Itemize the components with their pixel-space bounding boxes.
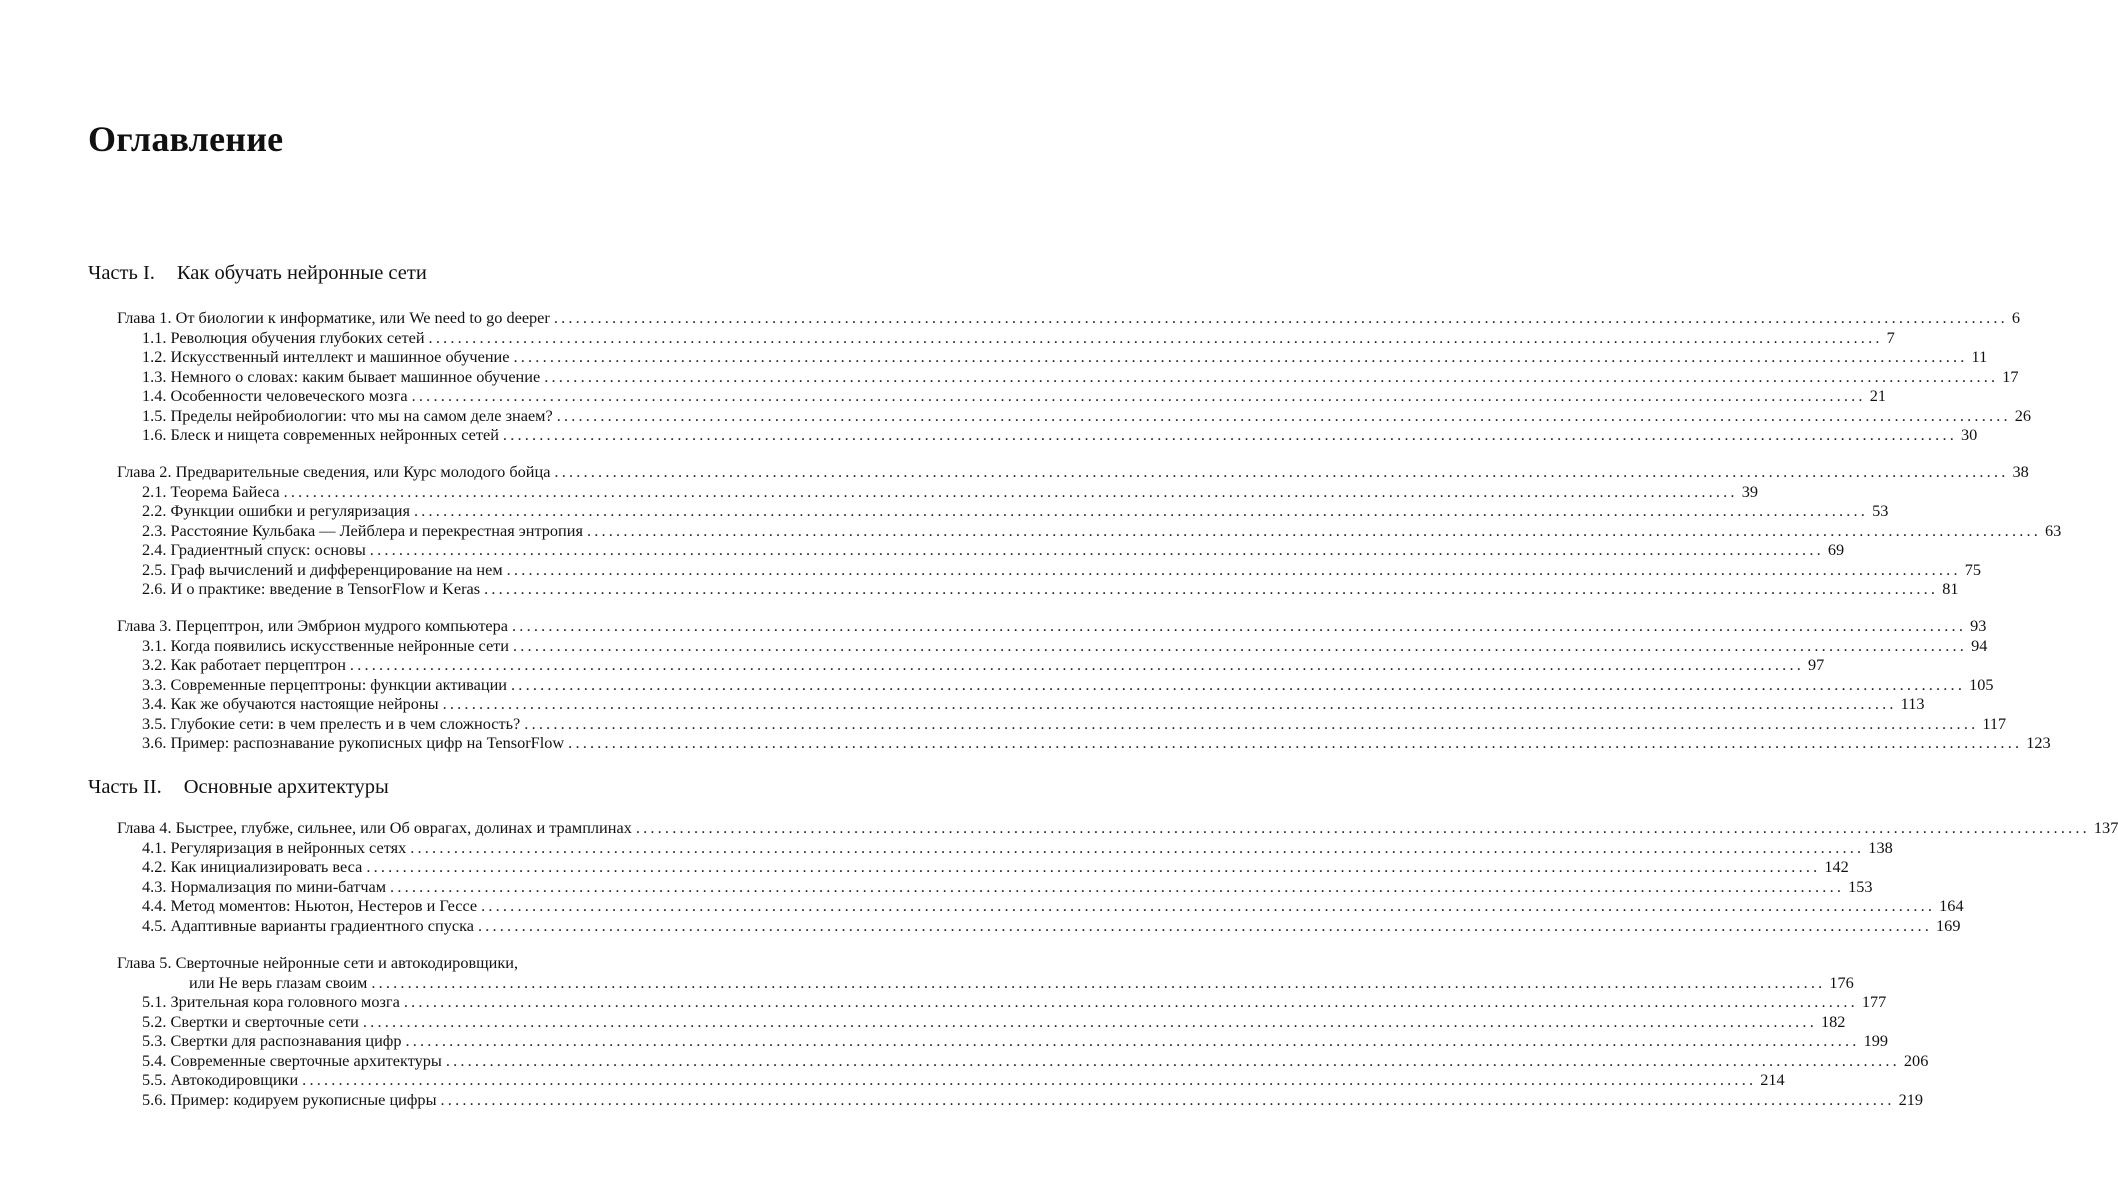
toc-entry-text: 4.1. Регуляризация в нейронных сетях [142,838,407,857]
toc-page-number: 26 [2014,406,2032,425]
toc-section-5-6[interactable] [142,1090,1924,1110]
toc-entry-text: 5.2. Свертки и сверточные сети [142,1012,359,1031]
toc-page-number: 30 [1960,425,1978,444]
toc-entry-text: 2.3. Расстояние Кульбака — Лейблера и перекрестная энтропия [142,521,583,540]
toc-entry-text: 3.5. Глубокие сети: в чем прелесть и в чем сложность? [142,714,521,733]
toc-page-number: 69 [1827,540,1845,559]
toc-entry-text: 3.2. Как работает перцептрон [142,655,346,674]
toc-page-number: 199 [1863,1031,1888,1050]
leader-dots: ........................................................................................................................................................................................................ [556,406,2011,425]
toc-section-2-4[interactable] [142,540,1845,560]
toc-page-number: 138 [1868,838,1893,857]
toc-section-1-4[interactable] [142,386,1886,406]
toc-page-number: 206 [1903,1051,1929,1070]
toc-page-number: 17 [2002,367,2019,386]
leader-dots: ........................................................................................................................................................................................................ [506,560,1961,579]
toc-section-1-2[interactable] [142,347,1988,367]
leader-dots: ........................................................................................................................................................................................................ [428,328,1883,347]
toc-entry-text: 2.5. Граф вычислений и дифференцирование на нем [142,560,503,579]
toc-page-number: 94 [1971,636,1988,655]
toc-page-number: 176 [1829,973,1854,992]
toc-section-2-3[interactable] [142,521,2062,541]
toc-entry-text: 1.6. Блеск и нищета современных нейронных сетей [142,425,499,444]
toc-page-number: 21 [1869,386,1886,405]
toc-section-4-1[interactable] [142,838,1893,858]
toc-entry-text: 5.4. Современные сверточные архитектуры [142,1051,442,1070]
toc-page-number: 93 [1970,616,1987,635]
toc-entry-text: 4.2. Как инициализировать веса [142,857,363,876]
toc-page-number: 177 [1861,992,1887,1011]
leader-dots: ........................................................................................................................................................................................................ [513,347,1968,366]
toc-entry-text: 3.6. Пример: распознавание рукописных цифр на TensorFlow [142,733,565,752]
leader-dots: ........................................................................................................................................................................................................ [512,616,1967,635]
toc-page-number: 7 [1886,328,1895,347]
toc-entry-text: 4.3. Нормализация по мини-батчам [142,877,387,896]
toc-section-3-6[interactable] [142,733,2051,753]
leader-dots: ........................................................................................................................................................................................................ [513,636,1968,655]
toc-section-3-2[interactable] [142,655,1825,675]
part-number: Часть I. [88,262,155,284]
part-1-heading [88,262,427,285]
toc-page-number: 142 [1824,857,1849,876]
toc-entry-text: 2.6. И о практике: введение в TensorFlow и Keras [142,579,481,598]
toc-entry-text: 1.4. Особенности человеческого мозга [142,386,408,405]
leader-dots: ........................................................................................................................................................................................................ [524,714,1979,733]
toc-entry-text: 1.2. Искусственный интеллект и машинное обучение [142,347,510,366]
leader-dots: ........................................................................................................................................................................................................ [511,675,1966,694]
toc-chapter-3[interactable] [117,616,1987,636]
leader-dots: ........................................................................................................................................................................................................ [390,877,1845,896]
toc-entry-text: 5.6. Пример: кодируем рукописные цифры [142,1090,437,1109]
leader-dots: ........................................................................................................................................................................................................ [445,1051,1900,1070]
toc-entry-text: Глава 5. Сверточные нейронные сети и автокодировщики, [117,953,519,972]
toc-section-4-2[interactable] [142,857,1849,877]
leader-dots: ........................................................................................................................................................................................................ [410,838,1865,857]
toc-section-3-4[interactable] [142,694,1925,714]
toc-section-1-5[interactable] [142,406,2032,426]
leader-dots: ........................................................................................................................................................................................................ [586,521,2042,540]
toc-section-2-2[interactable] [142,501,1889,521]
toc-chapter-2[interactable] [117,462,2029,482]
toc-entry-text: 3.3. Современные перцептроны: функции активации [142,675,508,694]
toc-section-4-3[interactable] [142,877,1873,897]
leader-dots: ........................................................................................................................................................................................................ [554,462,2009,481]
leader-dots: ........................................................................................................................................................................................................ [635,818,2090,837]
leader-dots: ........................................................................................................................................................................................................ [477,916,1933,935]
leader-dots: ........................................................................................................................................................................................................ [403,992,1858,1011]
toc-chapter-5-continuation[interactable] [189,973,1854,993]
page-title: Оглавление [88,119,284,159]
part-2-heading [88,776,389,799]
toc-section-5-5[interactable] [142,1070,1785,1090]
toc-chapter-4[interactable] [117,818,2118,838]
toc-section-1-6[interactable] [142,425,1978,445]
leader-dots: ........................................................................................................................................................................................................ [568,733,2023,752]
toc-entry-text: 2.2. Функции ошибки и регуляризация [142,501,410,520]
toc-page-number: 105 [1969,675,1994,694]
toc-section-4-4[interactable] [142,896,1964,916]
toc-entry-text: Глава 3. Перцептрон, или Эмбрион мудрого компьютера [117,616,509,635]
leader-dots: ........................................................................................................................................................................................................ [283,482,1738,501]
leader-dots: ........................................................................................................................................................................................................ [405,1031,1860,1050]
toc-page-number: 53 [1872,501,1889,520]
leader-dots: ........................................................................................................................................................................................................ [484,579,1939,598]
toc-entry-text: Глава 2. Предварительные сведения, или Курс молодого бойца [117,462,551,481]
leader-dots: ........................................................................................................................................................................................................ [366,857,1821,876]
toc-page-number: 153 [1848,877,1873,896]
part-number: Часть II. [88,776,162,798]
toc-page-number: 38 [2012,462,2029,481]
toc-entry-text: 5.3. Свертки для распознавания цифр [142,1031,402,1050]
toc-section-1-1[interactable] [142,328,1895,348]
leader-dots: ........................................................................................................................................................................................................ [502,425,1957,444]
toc-page-number: 6 [2011,308,2021,327]
toc-entry-text: 1.5. Пределы нейробиологии: что мы на самом деле знаем? [142,406,553,425]
toc-section-1-3[interactable] [142,367,2019,387]
toc-entry-text: 2.1. Теорема Байеса [142,482,280,501]
toc-entry-text: или Не верь глазам своим [189,973,368,992]
part-title: Как обучать нейронные сети [176,262,427,284]
toc-entry-text: Глава 4. Быстрее, глубже, сильнее, или Об оврагах, долинах и трамплинах [117,818,632,837]
leader-dots: ........................................................................................................................................................................................................ [371,973,1826,992]
toc-page-number: 214 [1760,1070,1785,1089]
toc-section-5-2[interactable] [142,1012,1846,1032]
toc-page-number: 113 [1900,694,1925,713]
toc-page-number: 11 [1971,347,1988,366]
part-title: Основные архитектуры [183,776,389,798]
leader-dots: ........................................................................................................................................................................................................ [442,694,1897,713]
toc-entry-text: 1.1. Революция обучения глубоких сетей [142,328,425,347]
toc-page-number: 137 [2093,818,2118,837]
toc-page-number: 75 [1964,560,1981,579]
toc-page-number: 63 [2045,521,2062,540]
toc-entry-text: 2.4. Градиентный спуск: основы [142,540,366,559]
toc-page-number: 97 [1807,655,1825,674]
leader-dots: ........................................................................................................................................................................................................ [414,501,1869,520]
leader-dots: ........................................................................................................................................................................................................ [481,896,1936,915]
toc-entry-text: 1.3. Немного о словах: каким бывает машинное обучение [142,367,541,386]
leader-dots: ........................................................................................................................................................................................................ [553,308,2008,327]
toc-section-4-5[interactable] [142,916,1961,936]
toc-entry-text: 5.5. Автокодировщики [142,1070,299,1089]
toc-chapter-5[interactable] [117,953,518,973]
toc-entry-text: 4.5. Адаптивные варианты градиентного спуска [142,916,474,935]
toc-entry-text: 3.1. Когда появились искусственные нейронные сети [142,636,510,655]
toc-section-2-1[interactable] [142,482,1758,502]
leader-dots: ........................................................................................................................................................................................................ [362,1012,1817,1031]
toc-page-number: 39 [1741,482,1758,501]
toc-section-5-4[interactable] [142,1051,1929,1071]
toc-section-2-6[interactable] [142,579,1959,599]
toc-entry-text: 4.4. Метод моментов: Ньютон, Нестеров и Гессе [142,896,478,915]
leader-dots: ........................................................................................................................................................................................................ [411,386,1866,405]
toc-section-3-3[interactable] [142,675,1994,695]
toc-section-5-3[interactable] [142,1031,1888,1051]
leader-dots: ........................................................................................................................................................................................................ [369,540,1824,559]
toc-section-3-1[interactable] [142,636,1988,656]
toc-page-number: 182 [1820,1012,1846,1031]
toc-page-number: 219 [1898,1090,1924,1109]
toc-page-number: 117 [1982,714,2007,733]
toc-section-2-5[interactable] [142,560,1981,580]
toc-section-3-5[interactable] [142,714,2007,734]
toc-page-number: 123 [2026,733,2051,752]
leader-dots: ........................................................................................................................................................................................................ [302,1070,1757,1089]
toc-page-number: 164 [1939,896,1964,915]
leader-dots: ........................................................................................................................................................................................................ [349,655,1804,674]
toc-entry-text: 5.1. Зрительная кора головного мозга [142,992,400,1011]
leader-dots: ........................................................................................................................................................................................................ [544,367,1999,386]
toc-section-5-1[interactable] [142,992,1887,1012]
leader-dots: ........................................................................................................................................................................................................ [440,1090,1895,1109]
toc-page-number: 81 [1942,579,1959,598]
toc-entry-text: Глава 1. От биологии к информатике, или We need to go deeper [117,308,550,327]
toc-entry-text: 3.4. Как же обучаются настоящие нейроны [142,694,439,713]
toc-page-number: 169 [1936,916,1961,935]
toc-chapter-1[interactable] [117,308,2021,328]
